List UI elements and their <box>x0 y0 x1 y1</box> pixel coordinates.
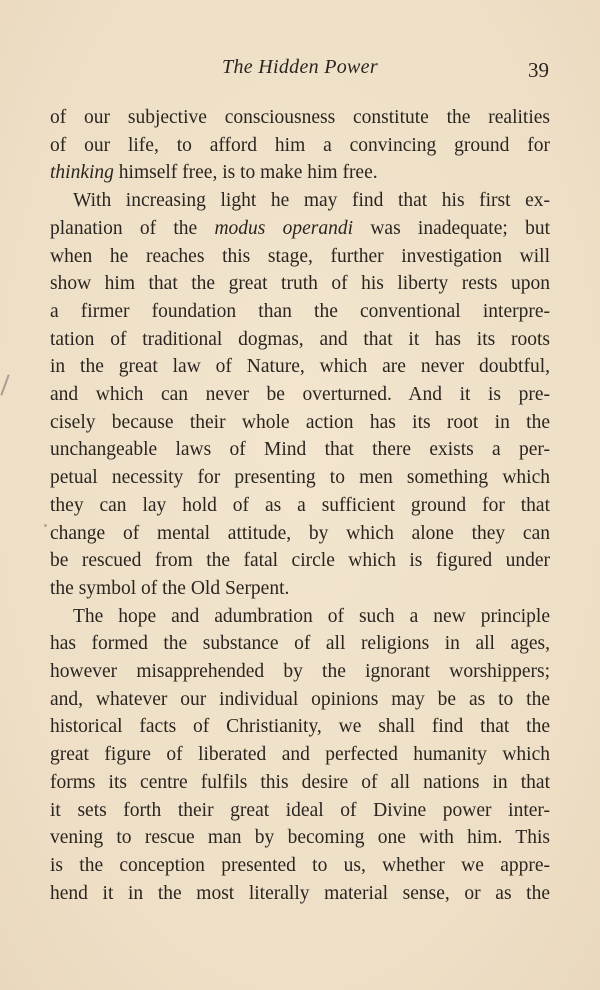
text-segment: it sets forth their great ideal of Divine power inter- <box>50 799 550 821</box>
text-line <box>50 104 550 132</box>
text-segment: was inadequate; but <box>353 217 550 239</box>
text-segment: when he reaches this stage, further investigation will <box>50 245 550 267</box>
page-number: 39 <box>528 58 549 82</box>
text-line <box>50 436 550 464</box>
text-line <box>50 658 550 686</box>
text-segment: planation of the <box>50 217 215 239</box>
text-segment: cisely because their whole action has its root in the <box>50 411 550 433</box>
text-line <box>50 769 550 797</box>
text-line <box>50 326 550 354</box>
text-line <box>50 243 550 271</box>
text-segment: With increasing light he may find that his first ex- <box>73 190 550 212</box>
text-line <box>50 132 550 160</box>
text-segment: hend it in the most literally material sense, or as the <box>50 882 550 904</box>
text-line <box>50 547 550 575</box>
italic-text: thinking <box>50 162 114 184</box>
text-line <box>50 575 550 603</box>
text-segment: The hope and adumbration of such a new principle <box>73 605 550 627</box>
text-segment: and, whatever our individual opinions may be as to the <box>50 688 550 710</box>
text-segment: they can lay hold of as a sufficient ground for that <box>50 494 550 516</box>
paper-speck <box>44 524 47 527</box>
text-segment: and which can never be overturned. And it is pre- <box>50 384 550 405</box>
text-segment: great figure of liberated and perfected humanity which <box>50 744 550 766</box>
text-segment: be rescued from the fatal circle which is figured under <box>50 550 550 572</box>
text-segment: historical facts of Christianity, we shall find that the <box>50 716 550 738</box>
running-title: The Hidden Power <box>222 56 378 78</box>
text-line <box>50 630 550 658</box>
text-segment: of our life, to afford him a convincing ground for <box>50 134 550 156</box>
italic-text: modus operandi <box>214 217 354 239</box>
text-line <box>50 520 550 548</box>
text-line <box>50 409 550 437</box>
text-line <box>50 824 550 852</box>
text-line <box>50 298 550 326</box>
text-line <box>50 713 550 741</box>
text-segment: himself free, is to make him free. <box>113 162 378 184</box>
text-line <box>50 686 550 714</box>
text-segment: tation of traditional dogmas, and that it has its roots <box>50 328 550 350</box>
text-segment: a firmer foundation than the conventional interpre- <box>50 300 550 322</box>
text-segment: unchangeable laws of Mind that there exists a per- <box>50 439 550 461</box>
text-segment: in the great law of Nature, which are never doubtful, <box>50 356 550 378</box>
text-segment: forms its centre fulfils this desire of all nations in that <box>50 771 550 793</box>
text-line <box>50 852 550 880</box>
text-segment: however misapprehended by the ignorant worshippers; <box>50 661 550 682</box>
text-segment: has formed the substance of all religions in all ages, <box>50 633 550 655</box>
pencil-margin-mark <box>0 374 9 395</box>
text-line <box>50 381 550 409</box>
text-line <box>50 464 550 492</box>
text-line <box>50 741 550 769</box>
text-line <box>50 492 550 520</box>
text-segment: is the conception presented to us, whether we appre- <box>50 854 550 876</box>
text-segment: vening to rescue man by becoming one with him. This <box>50 827 550 849</box>
text-line <box>50 797 550 825</box>
text-line <box>50 215 550 243</box>
text-segment: of our subjective consciousness constitute the realities <box>50 107 550 128</box>
text-line <box>73 187 550 215</box>
text-line <box>50 159 550 187</box>
text-segment: petual necessity for presenting to men something which <box>50 467 550 489</box>
text-line <box>73 603 550 631</box>
text-line <box>50 880 550 908</box>
text-line <box>50 270 550 298</box>
text-segment: change of mental attitude, by which alone they can <box>50 522 550 544</box>
text-segment: show him that the great truth of his liberty rests upon <box>50 273 550 295</box>
text-line <box>50 353 550 381</box>
text-segment: the symbol of the Old Serpent. <box>50 577 290 599</box>
